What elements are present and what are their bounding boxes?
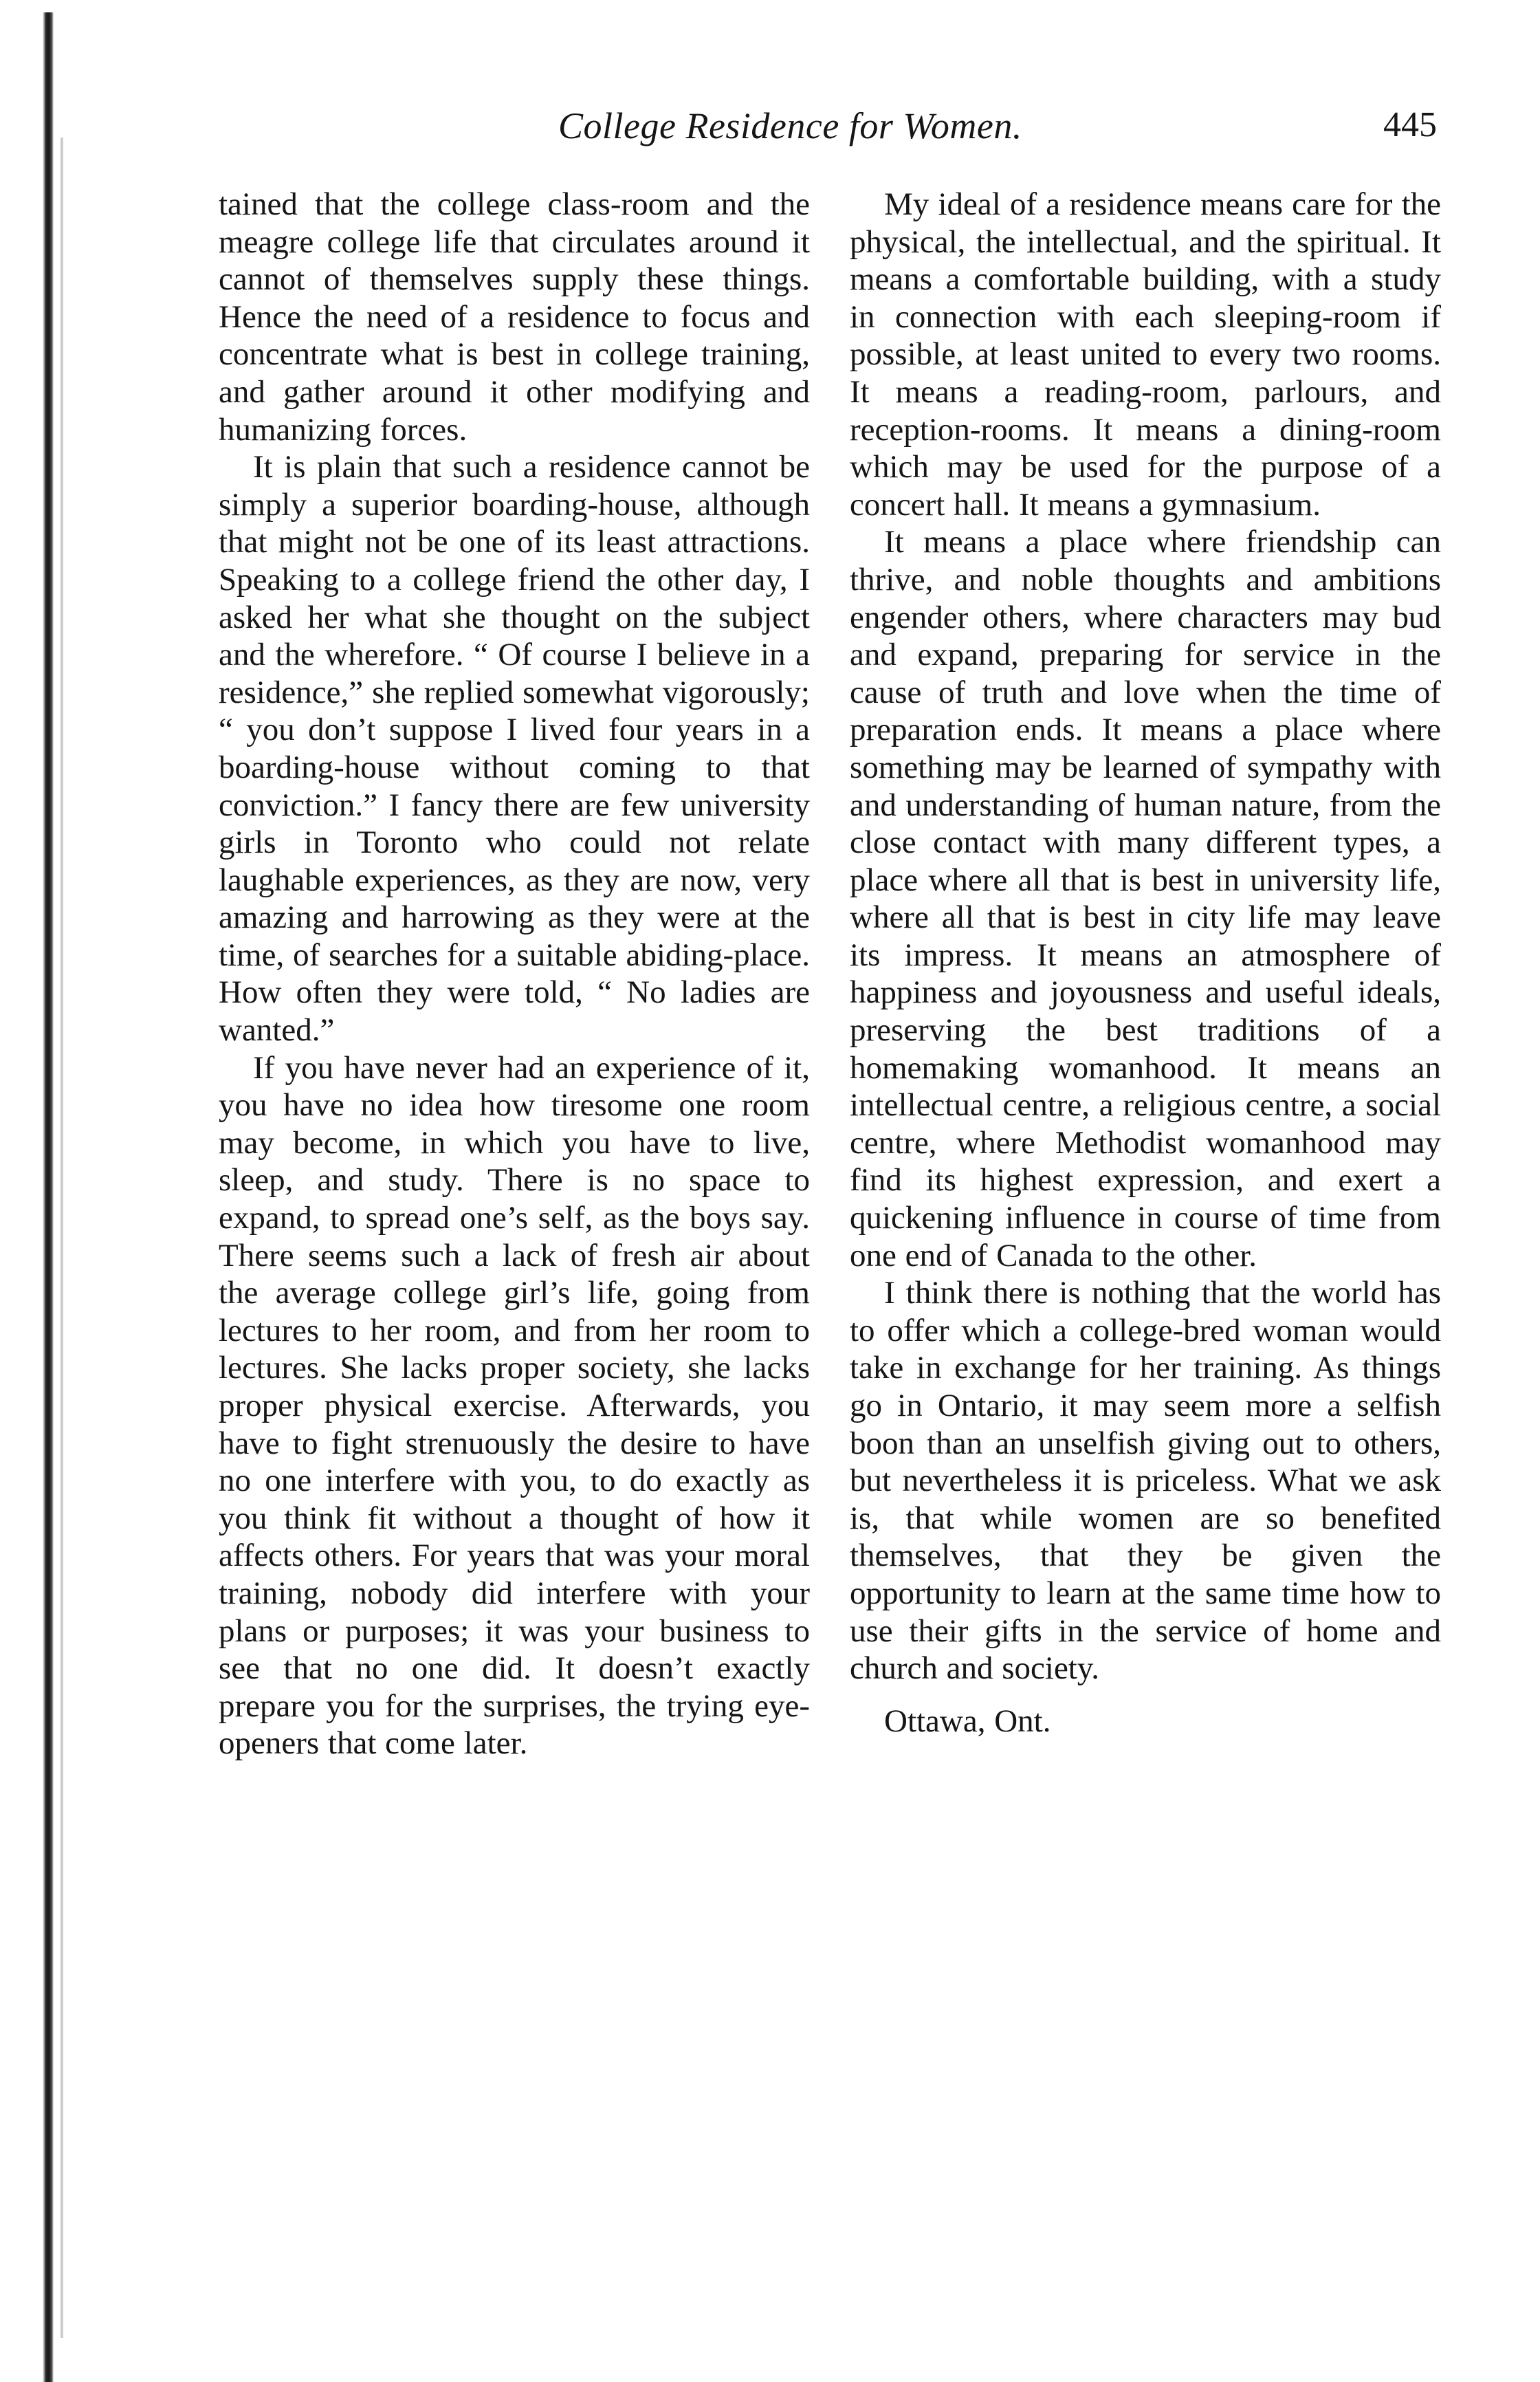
right-column — [850, 186, 1441, 1740]
right-paragraph-1: My ideal of a residence means care for the physical, the intellectual, and the spiritual. It means a comfortable building, with a study in connection with each sleeping-room if possible, at least united to every two rooms. It means a reading-room, parlours, and reception-rooms. It means a dining-room which may be used for the purpose of a concert hall. It means a gymnasium. — [850, 186, 1441, 523]
left-paragraph-1: tained that the college class-room and the meagre college life that circulates around it cannot of themselves supply these things. Hence the need of a residence to focus and concentrate what is best in college training, and gather around it other modifying and humanizing forces. — [219, 186, 810, 448]
running-title: College Residence for Women. — [558, 105, 1022, 146]
page-number: 445 — [1383, 105, 1437, 144]
page-binding-edge — [43, 12, 54, 2382]
left-column — [219, 186, 810, 1762]
right-paragraph-2: It means a place where friendship can thrive, and noble thoughts and ambitions engender others, where characters may bud and expand, preparing for service in the cause of truth and love when the time of preparation ends. It means a place where something may be learned of sympathy with and understanding of human nature, from the close contact with many different types, a place where all that is best in university life, where all that is best in city life may leave its impress. It means an atmosphere of happiness and joyousness and useful ideals, preserving the best traditions of a homemaking womanhood. It means an intellectual centre, a religious centre, a social centre, where Methodist womanhood may find its highest expression, and exert a quickening influence in course of time from one end of Canada to the other. — [850, 524, 1441, 1274]
signature-location: Ottawa, Ont. — [884, 1703, 1051, 1739]
left-paragraph-2: It is plain that such a residence cannot be simply a superior boarding-house, although that might not be one of its least attractions. Speaking to a college friend the other day, I asked her what she thought on the subject and the wherefore. “ Of course I believe in a residence,” she replied somewhat vigorously; “ you don’t suppose I lived four years in a boarding-house without coming to that conviction.” I fancy there are few university girls in Toronto who could not relate laughable experiences, as they are now, very amazing and harrowing as they were at the time, of searches for a suitable abiding-place. How often they were told, “ No ladies are wanted.” — [219, 449, 810, 1049]
left-paragraph-3: If you have never had an experience of it, you have no idea how tiresome one room may become, in which you have to live, sleep, and study. There is no space to expand, to spread one’s self, as the boys say. There seems such a lack of fresh air about the average college girl’s life, going from lectures to her room, and from her room to lectures. She lacks proper society, she lacks proper physical exercise. Afterwards, you have to fight strenuously the desire to have no one interfere with you, to do exactly as you think fit without a thought of how it affects others. For years that was your moral training, nobody did interfere with your plans or purposes; it was your business to see that no one did. It doesn’t exactly prepare you for the surprises, the trying eye-openers that come later. — [219, 1049, 810, 1762]
right-paragraph-3: I think there is nothing that the world has to offer which a college-bred woman would take in exchange for her training. As things go in Ontario, it may seem more a selfish boon than an unselfish giving out to others, but nevertheless it is priceless. What we ask is, that while women are so benefited themselves, that they be given the opportunity to learn at the same time how to use their gifts in the service of home and church and society. — [850, 1275, 1441, 1687]
page-binding-shadow — [60, 138, 63, 2338]
